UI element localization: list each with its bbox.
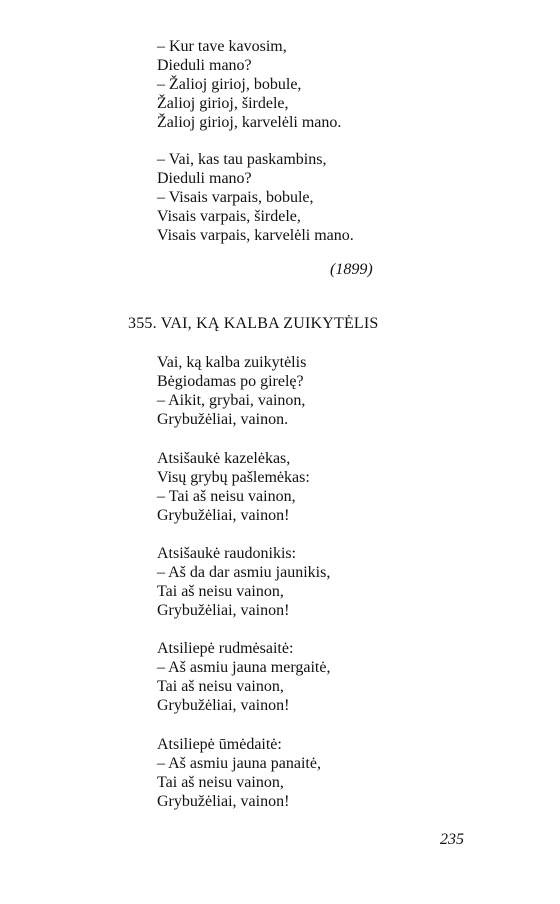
verse-line: Grybužėliai, vainon.	[157, 411, 289, 428]
verse-line: Visais varpais, širdele,	[157, 208, 301, 225]
verse-line: Grybužėliai, vainon!	[157, 507, 290, 524]
verse-line: Bėgiodamas po girelę?	[157, 373, 304, 390]
verse-line: Žalioj girioj, karvelėli mano.	[157, 114, 342, 131]
verse-line: Tai aš neisu vainon,	[157, 583, 284, 600]
verse-line: Dieduli mano?	[157, 170, 252, 187]
stanza	[157, 639, 330, 715]
stanza	[157, 353, 306, 429]
stanza	[157, 544, 330, 620]
verse-line: Atsišaukė raudonikis:	[157, 545, 297, 562]
verse-line: – Vai, kas tau paskambins,	[157, 151, 327, 168]
poem-heading: 355. VAI, KĄ KALBA ZUIKYTĖLIS	[128, 315, 379, 332]
verse-line: Visų grybų pašlemėkas:	[157, 469, 310, 486]
verse-line: – Aikit, grybai, vainon,	[157, 392, 306, 409]
verse-line: – Aš da dar asmiu jaunikis,	[157, 564, 331, 581]
verse-line: Vai, ką kalba zuikytėlis	[157, 354, 307, 371]
verse-line: Grybužėliai, vainon!	[157, 697, 290, 714]
verse-line: – Aš asmiu jauna mergaitė,	[157, 659, 331, 676]
verse-line: Grybužėliai, vainon!	[157, 793, 290, 810]
verse-line: Tai aš neisu vainon,	[157, 774, 284, 791]
stanza	[157, 449, 310, 525]
verse-line: Dieduli mano?	[157, 57, 252, 74]
stanza	[157, 735, 321, 811]
stanza	[157, 150, 354, 245]
verse-line: Atsiliepė ūmėdaitė:	[157, 736, 282, 753]
verse-line: – Visais varpais, bobule,	[157, 189, 314, 206]
page-number: 235	[440, 831, 464, 848]
poem-year: (1899)	[330, 261, 373, 278]
verse-line: Grybužėliai, vainon!	[157, 602, 290, 619]
verse-line: – Žalioj girioj, bobule,	[157, 76, 302, 93]
verse-line: – Kur tave kavosim,	[157, 38, 287, 55]
verse-line: Atsišaukė kazelėkas,	[157, 450, 291, 467]
verse-line: Tai aš neisu vainon,	[157, 678, 284, 695]
stanza	[157, 37, 341, 132]
verse-line: Visais varpais, karvelėli mano.	[157, 227, 354, 244]
verse-line: Atsiliepė rudmėsaitė:	[157, 640, 294, 657]
verse-line: – Aš asmiu jauna panaitė,	[157, 755, 321, 772]
verse-line: – Tai aš neisu vainon,	[157, 488, 296, 505]
verse-line: Žalioj girioj, širdele,	[157, 95, 289, 112]
